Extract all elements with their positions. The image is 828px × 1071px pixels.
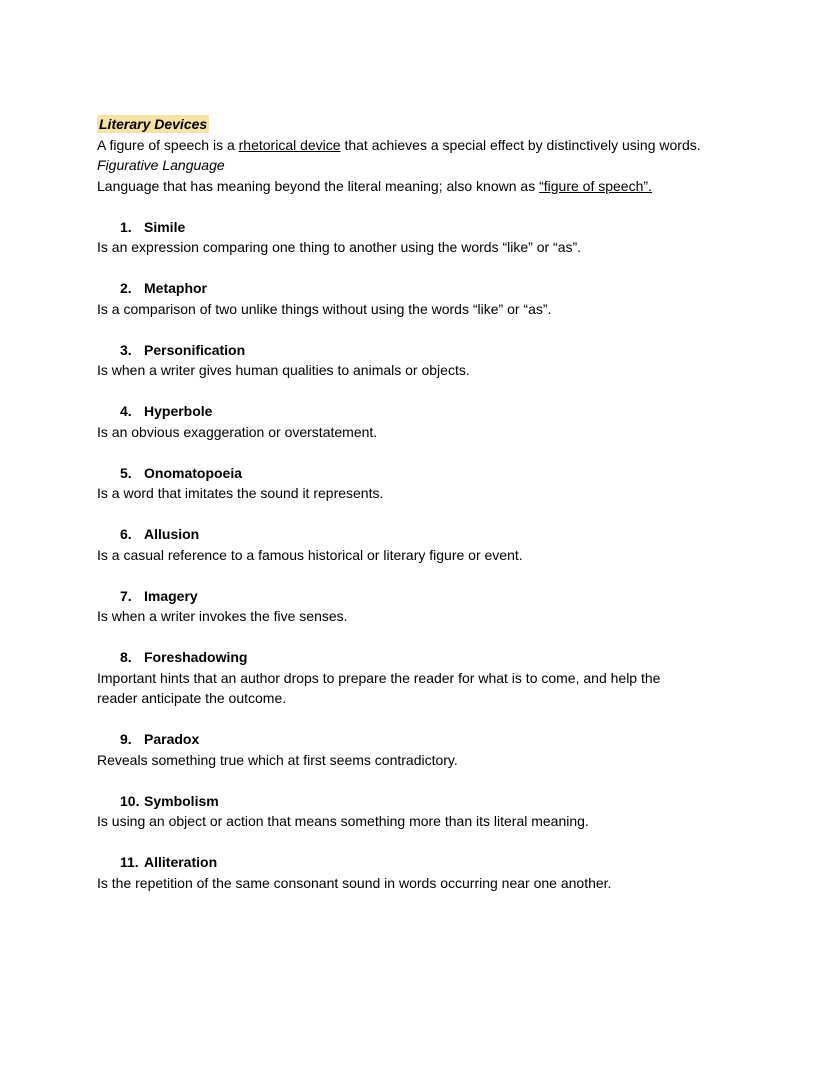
intro-paragraph xyxy=(97,135,701,156)
list-item-term: Imagery xyxy=(144,587,198,604)
list-item-number: 10. xyxy=(120,792,140,809)
list-item-definition: Is when a writer invokes the five senses. xyxy=(97,608,348,624)
list-item-term: Paradox xyxy=(144,731,200,747)
list-item-term: Personification xyxy=(144,341,246,358)
list-item-number: 2. xyxy=(120,280,132,296)
list-item-heading xyxy=(97,463,701,484)
figurative-language-heading: Figurative Language xyxy=(97,157,225,173)
list-item-heading xyxy=(97,586,701,607)
list-item-definition: Important hints that an author drops to prepare the reader for what is to come, and help the reader anticipate the outcome. xyxy=(97,669,661,706)
list-item xyxy=(97,278,701,319)
list-item-heading xyxy=(97,524,701,545)
document-body xyxy=(97,114,701,893)
intro-text-before: A figure of speech is a xyxy=(97,136,239,153)
list-item-heading xyxy=(97,852,701,873)
list-item-number: 8. xyxy=(120,649,132,665)
list-item-term: Onomatopoeia xyxy=(144,464,243,481)
list-item-term: Alliteration xyxy=(144,854,218,870)
document-title-line xyxy=(97,114,701,135)
list-item xyxy=(97,729,701,770)
list-item-definition: Is a comparison of two unlike things without using the words “like” or “as”. xyxy=(97,300,552,317)
figurative-language-text-before: Language that has meaning beyond the literal meaning; also known as xyxy=(97,177,540,194)
figurative-language-underlined-term: “figure of speech”. xyxy=(539,177,652,194)
list-item-term: Metaphor xyxy=(144,280,207,296)
list-item-term: Simile xyxy=(144,218,186,235)
list-item xyxy=(97,791,701,832)
list-item-definition: Is the repetition of the same consonant sound in words occurring near one another. xyxy=(97,874,612,891)
list-item-definition: Is using an object or action that means something more than its literal meaning. xyxy=(97,813,589,829)
list-item-term: Allusion xyxy=(144,526,200,542)
list-item xyxy=(97,852,701,893)
list-item-number: 1. xyxy=(120,218,132,235)
list-item xyxy=(97,401,701,442)
list-item-definition: Is a word that imitates the sound it represents. xyxy=(97,485,384,501)
list-item-definition: Is a casual reference to a famous historical or literary figure or event. xyxy=(97,546,523,563)
list-item xyxy=(97,647,701,709)
list-item-heading xyxy=(97,278,701,299)
list-item-heading xyxy=(97,647,701,668)
list-item-definition: Is an obvious exaggeration or overstatement. xyxy=(97,423,378,440)
list-item-number: 4. xyxy=(120,403,132,419)
list-item-number: 3. xyxy=(120,341,132,358)
list-item-heading xyxy=(97,791,701,812)
list-item xyxy=(97,217,701,258)
list-item-term: Foreshadowing xyxy=(144,649,248,665)
list-item-heading xyxy=(97,729,701,750)
list-item-number: 5. xyxy=(120,464,132,481)
list-item-definition: Is an expression comparing one thing to another using the words “like” or “as”. xyxy=(97,239,582,255)
list-item xyxy=(97,340,701,381)
list-item-term: Symbolism xyxy=(144,792,219,809)
intro-underlined-term: rhetorical device xyxy=(238,136,341,153)
list-item-definition: Is when a writer gives human qualities to animals or objects. xyxy=(97,362,470,378)
intro-text-after: that achieves a special effect by distinctively using words. xyxy=(340,136,701,153)
figurative-language-paragraph xyxy=(97,176,701,197)
list-item-heading xyxy=(97,340,701,361)
document-title: Literary Devices xyxy=(99,116,208,132)
list-item-heading xyxy=(97,217,701,238)
list-item-number: 11. xyxy=(120,854,139,870)
list-item-definition: Reveals something true which at first seems contradictory. xyxy=(97,751,458,768)
list-item xyxy=(97,586,701,627)
list-item-number: 9. xyxy=(120,731,132,747)
list-item-heading xyxy=(97,401,701,422)
list-item xyxy=(97,463,701,504)
list-item xyxy=(97,524,701,565)
list-item-term: Hyperbole xyxy=(144,403,213,419)
list-item-number: 7. xyxy=(120,587,132,604)
list-item-number: 6. xyxy=(120,526,132,542)
